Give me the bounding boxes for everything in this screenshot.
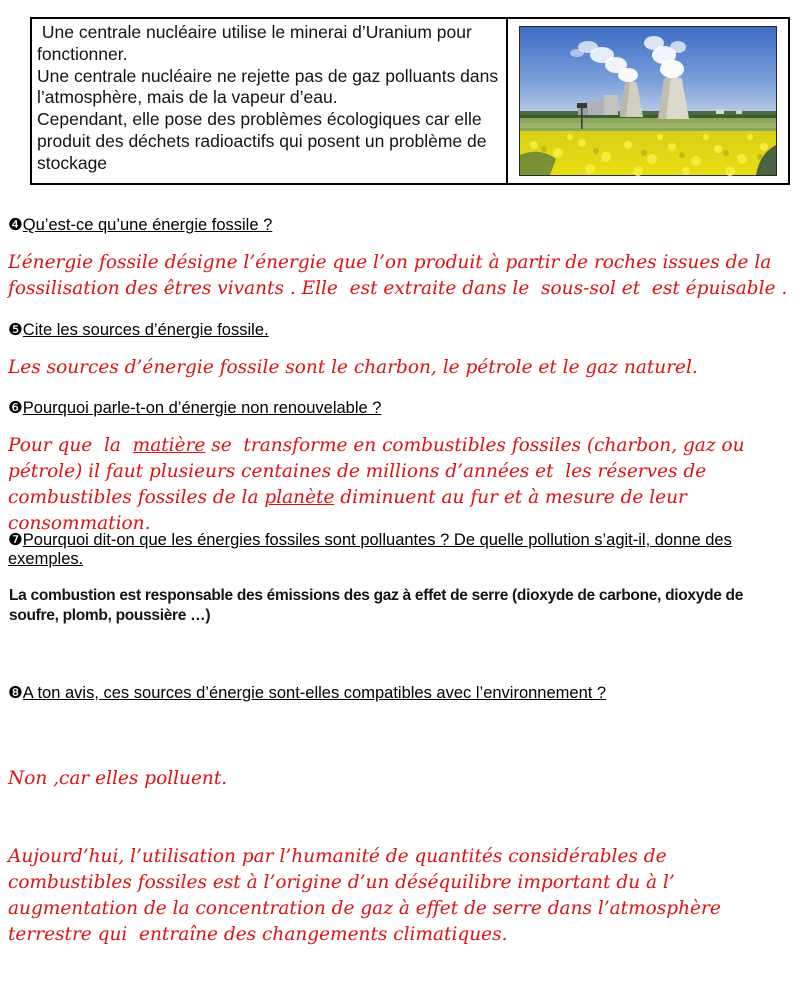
answer-6 <box>8 433 792 537</box>
question-4 <box>8 216 792 235</box>
answer-6-part3: diminuent au fur et à mesure de leur consommation. <box>8 487 693 534</box>
answer-8-line1: Non ,car elles polluent. <box>8 768 228 789</box>
info-text-cell <box>32 19 508 183</box>
question-7 <box>8 531 792 569</box>
question-7-label: Pourquoi dit-on que les énergies fossiles sont polluantes ? De quelle pollution s’agit-il, donne des exemples. <box>8 531 732 568</box>
question-6 <box>8 399 792 418</box>
info-table <box>30 17 790 185</box>
question-8-label: A ton avis, ces sources d’énergie sont-elles compatibles avec l’environnement ? <box>22 684 607 702</box>
question-5-label: Cite les sources d’énergie fossile. <box>22 321 269 339</box>
answer-6-part1: Pour que la <box>8 435 133 456</box>
question-8-number-icon: ❽ <box>8 684 23 702</box>
info-image-cell <box>508 19 788 183</box>
answer-8-body: Aujourd’hui, l’utilisation par l’humanité de quantités considérables de combustibles fossiles est à l’origine d’un déséquilibre important du à l’ augmentation de la concentration de gaz à effet de serre dans l’atmosphère terrestre qui entraîne des changements climatiques. <box>8 846 727 945</box>
question-6-label: Pourquoi parle-t-on d’énergie non renouvelable ? <box>22 399 382 417</box>
question-6-number-icon: ❻ <box>8 399 23 417</box>
question-4-label: Qu’est-ce qu’une énergie fossile ? <box>22 216 273 234</box>
info-sentence-2: Une centrale nucléaire ne rejette pas de gaz polluants dans l’atmosphère, mais de la vapeur d’eau. <box>37 65 504 108</box>
question-5 <box>8 321 792 340</box>
answer-6-underlined-matiere: matière <box>132 435 206 456</box>
answer-4: L’énergie fossile désigne l’énergie que l’on produit à partir de roches issues de la fossilisation des êtres vivants . Elle est extraite dans le sous-sol et est épuisable . <box>8 252 788 299</box>
answer-6-underlined-planete: planète <box>264 487 335 508</box>
answer-6-part2: se transforme en combustibles fossiles (charbon, gaz ou pétrole) il faut plusieurs centaines de millions d’années et les réserves de combustibles fossiles de la <box>8 435 751 508</box>
question-4-number-icon: ❹ <box>8 216 23 234</box>
info-sentence-3: Cependant, elle pose des problèmes écologiques car elle produit des déchets radioactifs qui posent un problème de stockage <box>37 109 492 173</box>
question-8 <box>8 684 792 703</box>
question-7-number-icon: ❼ <box>8 531 23 549</box>
answer-8 <box>8 714 792 1000</box>
answer-5: Les sources d’énergie fossile sont le charbon, le pétrole et le gaz naturel. <box>8 357 698 378</box>
answer-7: La combustion est responsable des émissions des gaz à effet de serre (dioxyde de carbone, dioxyde de soufre, plomb, poussière …) <box>9 587 748 624</box>
question-5-number-icon: ❺ <box>8 321 23 339</box>
info-sentence-1: Une centrale nucléaire utilise le minerai d’Uranium pour fonctionner. <box>37 22 477 64</box>
nuclear-plant-photo <box>519 26 777 176</box>
